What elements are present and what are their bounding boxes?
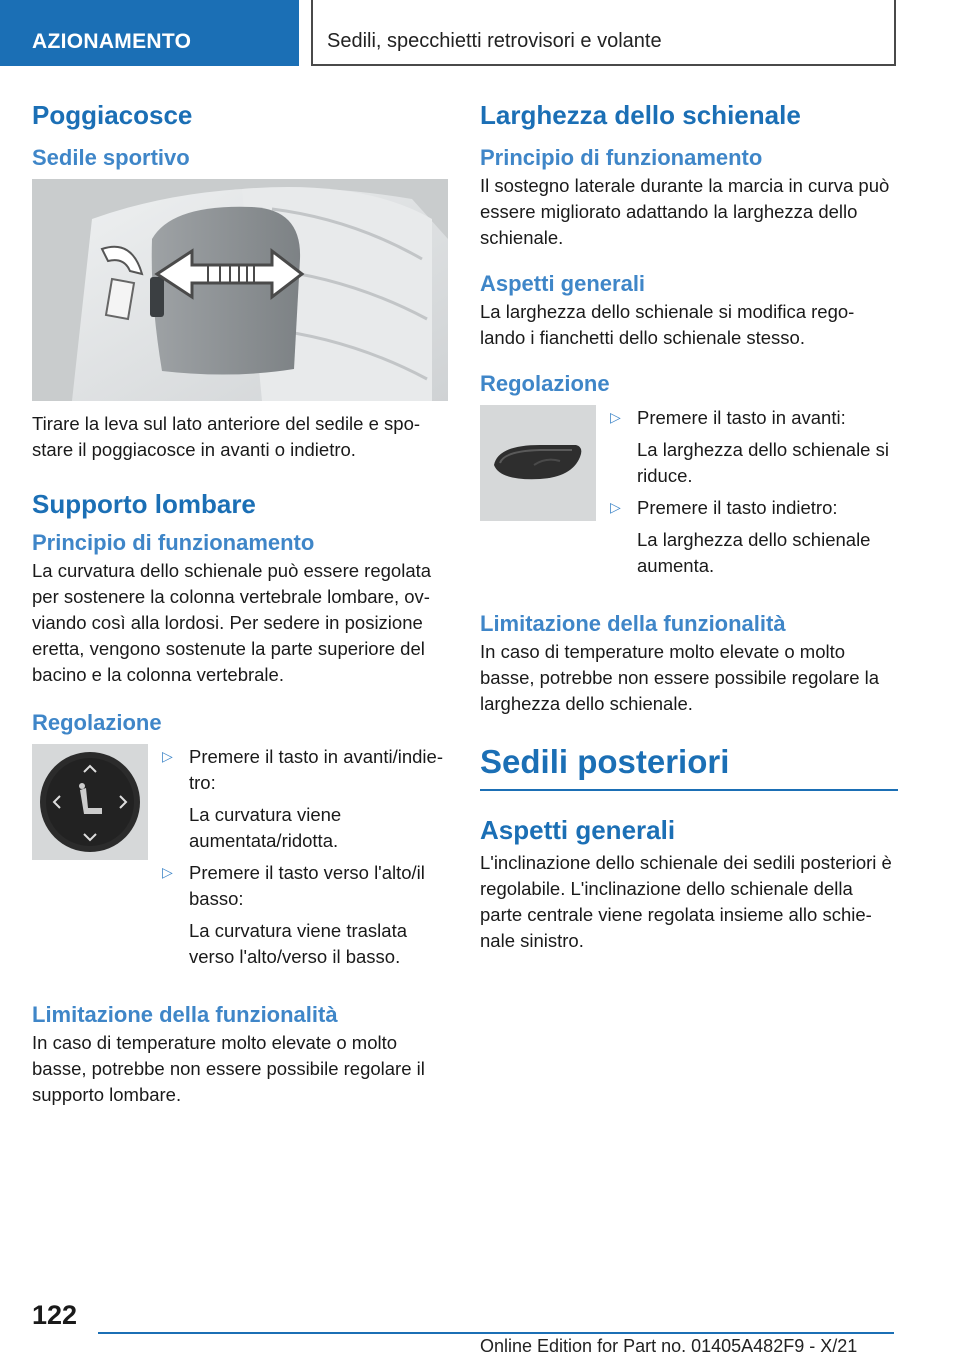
thigh-support-photo — [32, 179, 448, 401]
list-item — [610, 495, 898, 585]
principio-text: La curvatura dello schienale può essere regolata per sostenere la colonna vertebrale lombare, ov-viando così alla lordosi. Per sedere in posizione eretta, vengono sostenute la parte superiore del bacino e la colonna vertebrale. — [32, 560, 432, 685]
step-result: La larghezza dello schienale si riduce. — [637, 439, 889, 486]
triangle-right-icon: ▷ — [162, 864, 173, 880]
step-action: Premere il tasto in avanti: — [637, 407, 846, 428]
step-result: La larghezza dello schienale aumenta. — [637, 529, 871, 576]
step-action: Premere il tasto indietro: — [637, 497, 838, 518]
lumbar-steps — [162, 744, 450, 976]
triangle-right-icon: ▷ — [162, 748, 173, 764]
step-result: La curvatura viene aumentata/ridotta. — [189, 804, 342, 851]
heading-principio: Principio di funzionamento — [480, 145, 763, 170]
list-item — [162, 744, 450, 860]
heading-limitazione: Limitazione della funzionalità — [480, 611, 786, 636]
footer-rule — [98, 1332, 894, 1334]
page-number: 122 — [32, 1300, 78, 1330]
aspetti2-text: L'inclinazione dello schienale dei sedili posteriori è regolabile. L'inclinazione dello schienale della parte centrale viene regolata insieme allo schie-nale sinistro. — [480, 852, 892, 951]
chapter-tab — [311, 0, 896, 66]
thigh-support-illustration — [32, 179, 448, 401]
lumbar-control-image — [32, 744, 148, 860]
step-action: Premere il tasto in avanti/indie-tro: — [189, 746, 443, 793]
lumbar-adjustment — [32, 744, 450, 976]
step-action: Premere il tasto verso l'alto/il basso: — [189, 862, 425, 909]
edition-note: Online Edition for Part no. 01405A482F9 - X/21 — [480, 1336, 858, 1356]
step-result: La curvatura viene traslata verso l'alto/verso il basso. — [189, 920, 408, 967]
heading-poggiacosce: Poggiacosce — [32, 100, 193, 130]
principio-text: Il sostegno laterale durante la marcia in curva può essere migliorato adattando la larghezza dello schienale. — [480, 175, 890, 248]
width-steps — [610, 405, 898, 585]
triangle-right-icon: ▷ — [610, 409, 621, 425]
poggiacosce-caption: Tirare la leva sul lato anteriore del sedile e spo-stare il poggiacosce in avanti o indietro. — [32, 413, 421, 460]
chapter-title: Sedili, specchietti retrovisori e volante — [327, 30, 662, 52]
heading-sedile-sportivo: Sedile sportivo — [32, 145, 190, 170]
limitazione-text: In caso di temperature molto elevate o molto basse, potrebbe non essere possibile regolare il supporto lombare. — [32, 1032, 425, 1105]
limitazione-text: In caso di temperature molto elevate o molto basse, potrebbe non essere possibile regolare la larghezza dello schienale. — [480, 641, 880, 714]
list-item — [162, 860, 450, 976]
heading-principio: Principio di funzionamento — [32, 530, 315, 555]
triangle-right-icon: ▷ — [610, 499, 621, 515]
left-column — [32, 100, 450, 1108]
section-tab — [0, 0, 299, 66]
width-adjustment — [480, 405, 898, 585]
section-title: AZIONAMENTO — [32, 30, 192, 53]
heading-limitazione: Limitazione della funzionalità — [32, 1002, 338, 1027]
heading-aspetti: Aspetti generali — [480, 271, 646, 296]
heading-regolazione: Regolazione — [480, 371, 610, 396]
list-item — [610, 405, 898, 495]
width-button-image — [480, 405, 596, 521]
right-column — [480, 100, 898, 954]
heading-regolazione: Regolazione — [32, 710, 162, 735]
heading-sedili-posteriori: Sedili posteriori — [480, 743, 898, 791]
heading-supporto-lombare: Supporto lombare — [32, 489, 256, 519]
heading-larghezza: Larghezza dello schienale — [480, 100, 801, 130]
heading-aspetti-generali: Aspetti generali — [480, 815, 676, 845]
aspetti-text: La larghezza dello schienale si modifica rego-lando i fianchetti dello schienale stesso. — [480, 301, 855, 348]
